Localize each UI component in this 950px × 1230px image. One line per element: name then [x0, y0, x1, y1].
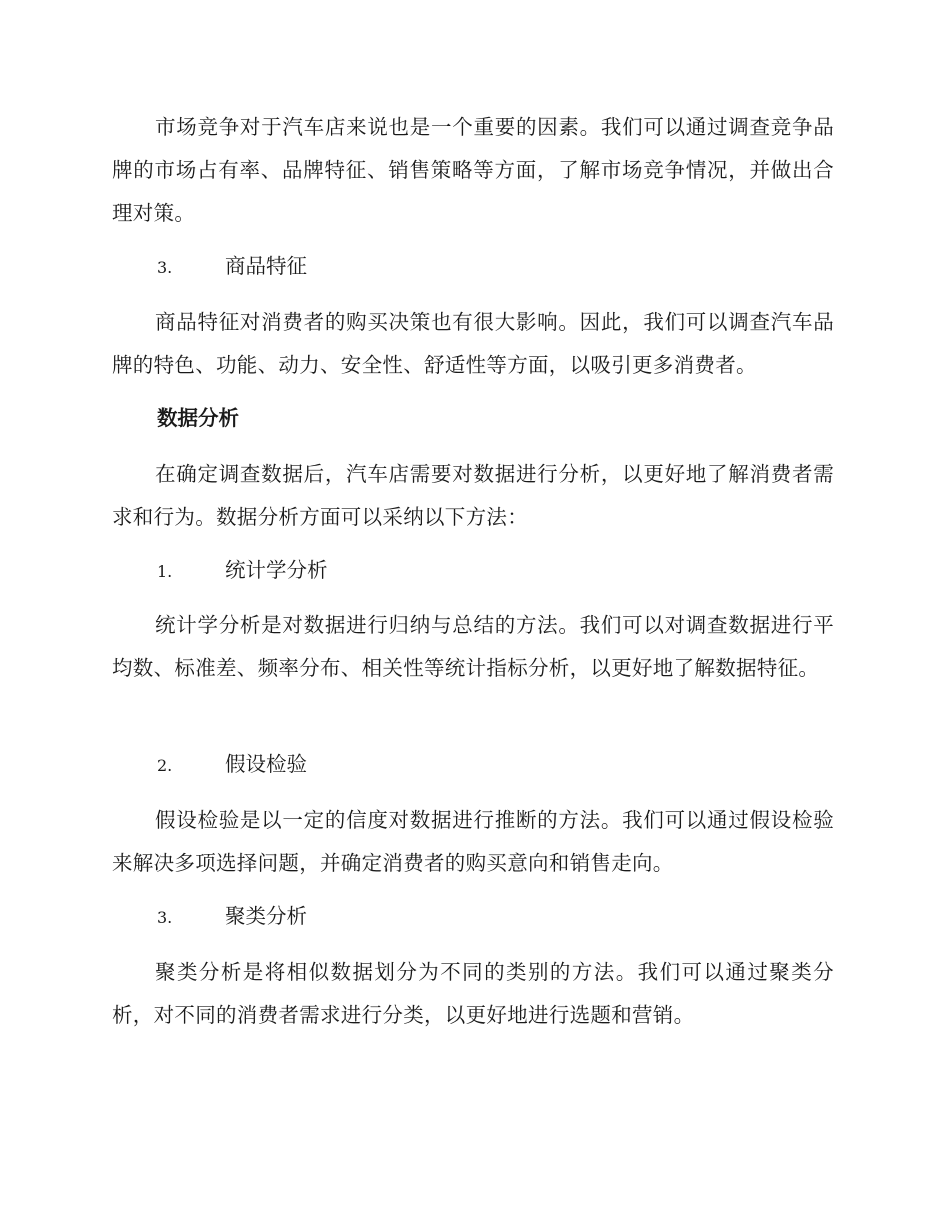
list-number: 1.: [157, 562, 173, 581]
list-label: 聚类分析: [225, 904, 307, 928]
list-item-cluster-analysis: [157, 895, 307, 939]
paragraph-statistical-analysis: 统计学分析是对数据进行归纳与总结的方法。我们可以对调查数据进行平均数、标准差、频率分布、相关性等统计指标分析，以更好地了解数据特征。: [112, 613, 834, 680]
list-number: 3.: [157, 908, 173, 927]
paragraph-product-features: 商品特征对消费者的购买决策也有很大影响。因此，我们可以调查汽车品牌的特色、功能、动力、安全性、舒适性等方面，以吸引更多消费者。: [112, 310, 834, 377]
paragraph-data-analysis-intro: 在确定调查数据后，汽车店需要对数据进行分析，以更好地了解消费者需求和行为。数据分析方面可以采纳以下方法：: [112, 462, 834, 529]
list-item-hypothesis-testing: [157, 743, 307, 787]
list-label: 商品特征: [225, 254, 307, 278]
list-number: 3.: [157, 258, 173, 277]
list-label: 假设检验: [225, 752, 307, 776]
section-heading-data-analysis: 数据分析: [157, 406, 239, 430]
list-item-product-features: [157, 245, 307, 289]
list-label: 统计学分析: [225, 558, 328, 582]
paragraph-market-competition: 市场竞争对于汽车店来说也是一个重要的因素。我们可以通过调查竞争品牌的市场占有率、品牌特征、销售策略等方面，了解市场竞争情况，并做出合理对策。: [112, 115, 834, 225]
list-number: 2.: [157, 756, 173, 775]
list-item-statistical-analysis: [157, 549, 328, 593]
paragraph-hypothesis-testing: 假设检验是以一定的信度对数据进行推断的方法。我们可以通过假设检验来解决多项选择问题，并确定消费者的购买意向和销售走向。: [112, 808, 834, 875]
paragraph-cluster-analysis: 聚类分析是将相似数据划分为不同的类别的方法。我们可以通过聚类分析，对不同的消费者需求进行分类，以更好地进行选题和营销。: [112, 960, 834, 1027]
